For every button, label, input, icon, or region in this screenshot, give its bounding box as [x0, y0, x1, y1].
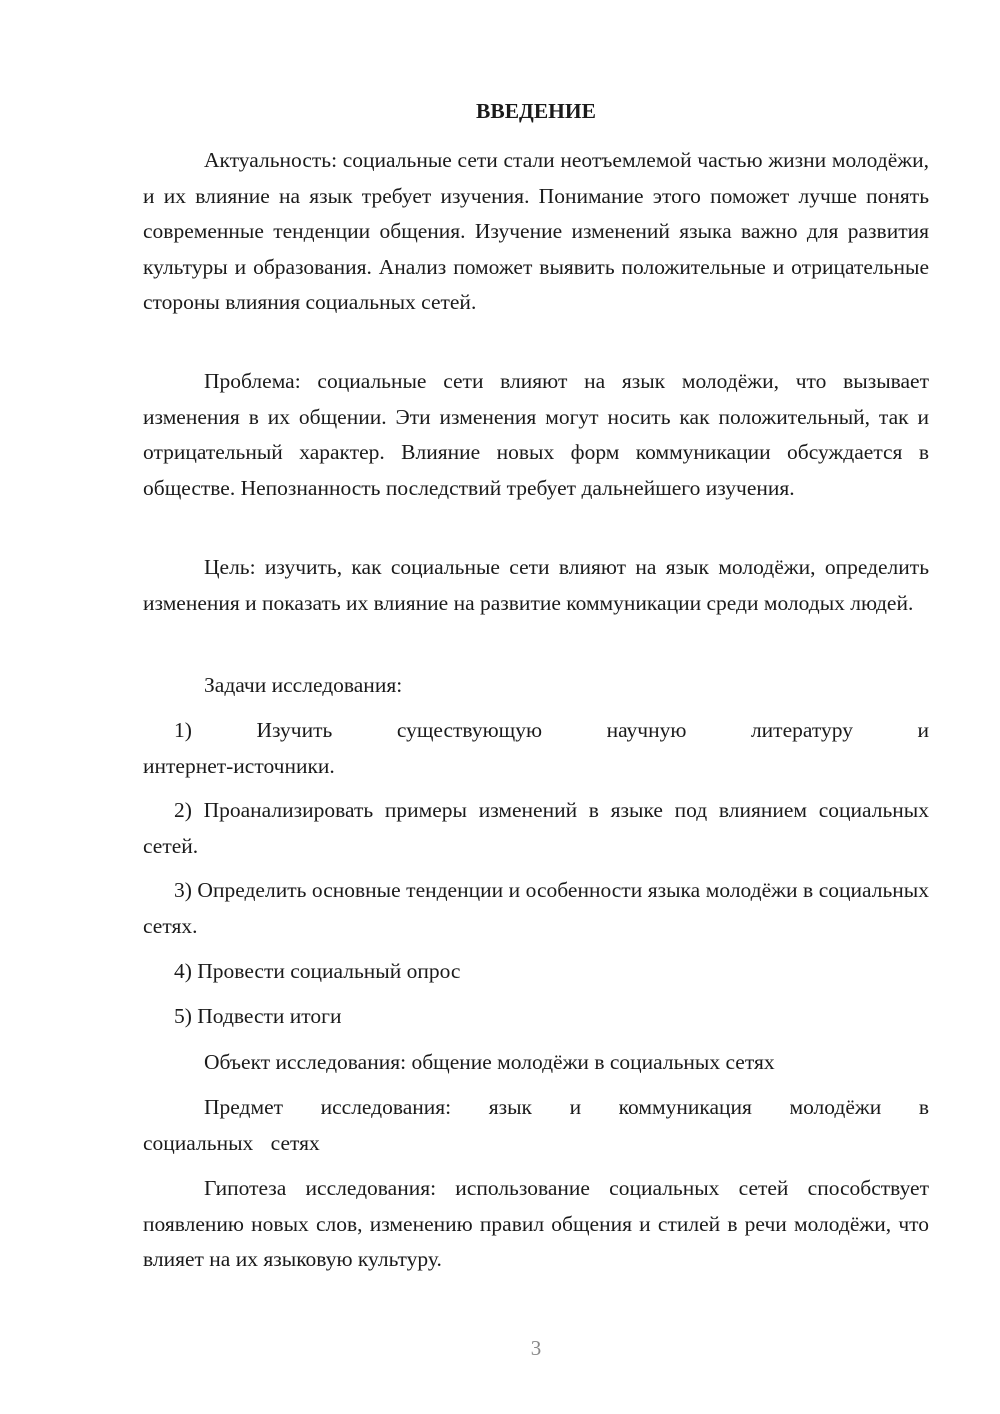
- paragraph-subject: Предмет исследования: язык и коммуникация молодёжи в социальных сетях: [143, 1095, 929, 1155]
- paragraph-hypothesis: Гипотеза исследования: использование социальных сетей способствует появлению новых слов, изменению правил общения и стилей в речи молодёжи, что влияет на их языковую культуру.: [143, 1176, 929, 1271]
- task-item-1: 1) Изучить существующую научную литературу и интернет-источники.: [143, 718, 929, 778]
- task-item-5: 5) Подвести итоги: [174, 1004, 342, 1028]
- paragraph-goal: Цель: изучить, как социальные сети влияют на язык молодёжи, определить изменения и показать их влияние на развитие коммуникации среди молодых людей.: [143, 555, 929, 615]
- paragraph-tasks-heading: Задачи исследования:: [204, 673, 403, 697]
- page-title: ВВЕДЕНИЕ: [476, 99, 596, 123]
- paragraph-object: Объект исследования: общение молодёжи в социальных сетях: [204, 1050, 775, 1074]
- task-item-4: 4) Провести социальный опрос: [174, 959, 461, 983]
- task-item-2: 2) Проанализировать примеры изменений в языке под влиянием социальных сетей.: [143, 798, 929, 858]
- paragraph-problem: Проблема: социальные сети влияют на язык молодёжи, что вызывает изменения в их общении. Эти изменения могут носить как положительный, так и отрицательный характер. Влияние новых форм коммуникации обсуждается в обществе. Непознанность последствий требует дальнейшего изучения.: [143, 369, 929, 500]
- page-number: 3: [530, 1336, 542, 1360]
- task-item-3: 3) Определить основные тенденции и особенности языка молодёжи в социальных сетях.: [143, 878, 929, 938]
- paragraph-relevance: Актуальность: социальные сети стали неотъемлемой частью жизни молодёжи, и их влияние на язык требует изучения. Понимание этого поможет лучше понять современные тенденции общения. Изучение изменений языка важно для развития культуры и образования. Анализ поможет выявить положительные и отрицательные стороны влияния социальных сетей.: [143, 148, 929, 314]
